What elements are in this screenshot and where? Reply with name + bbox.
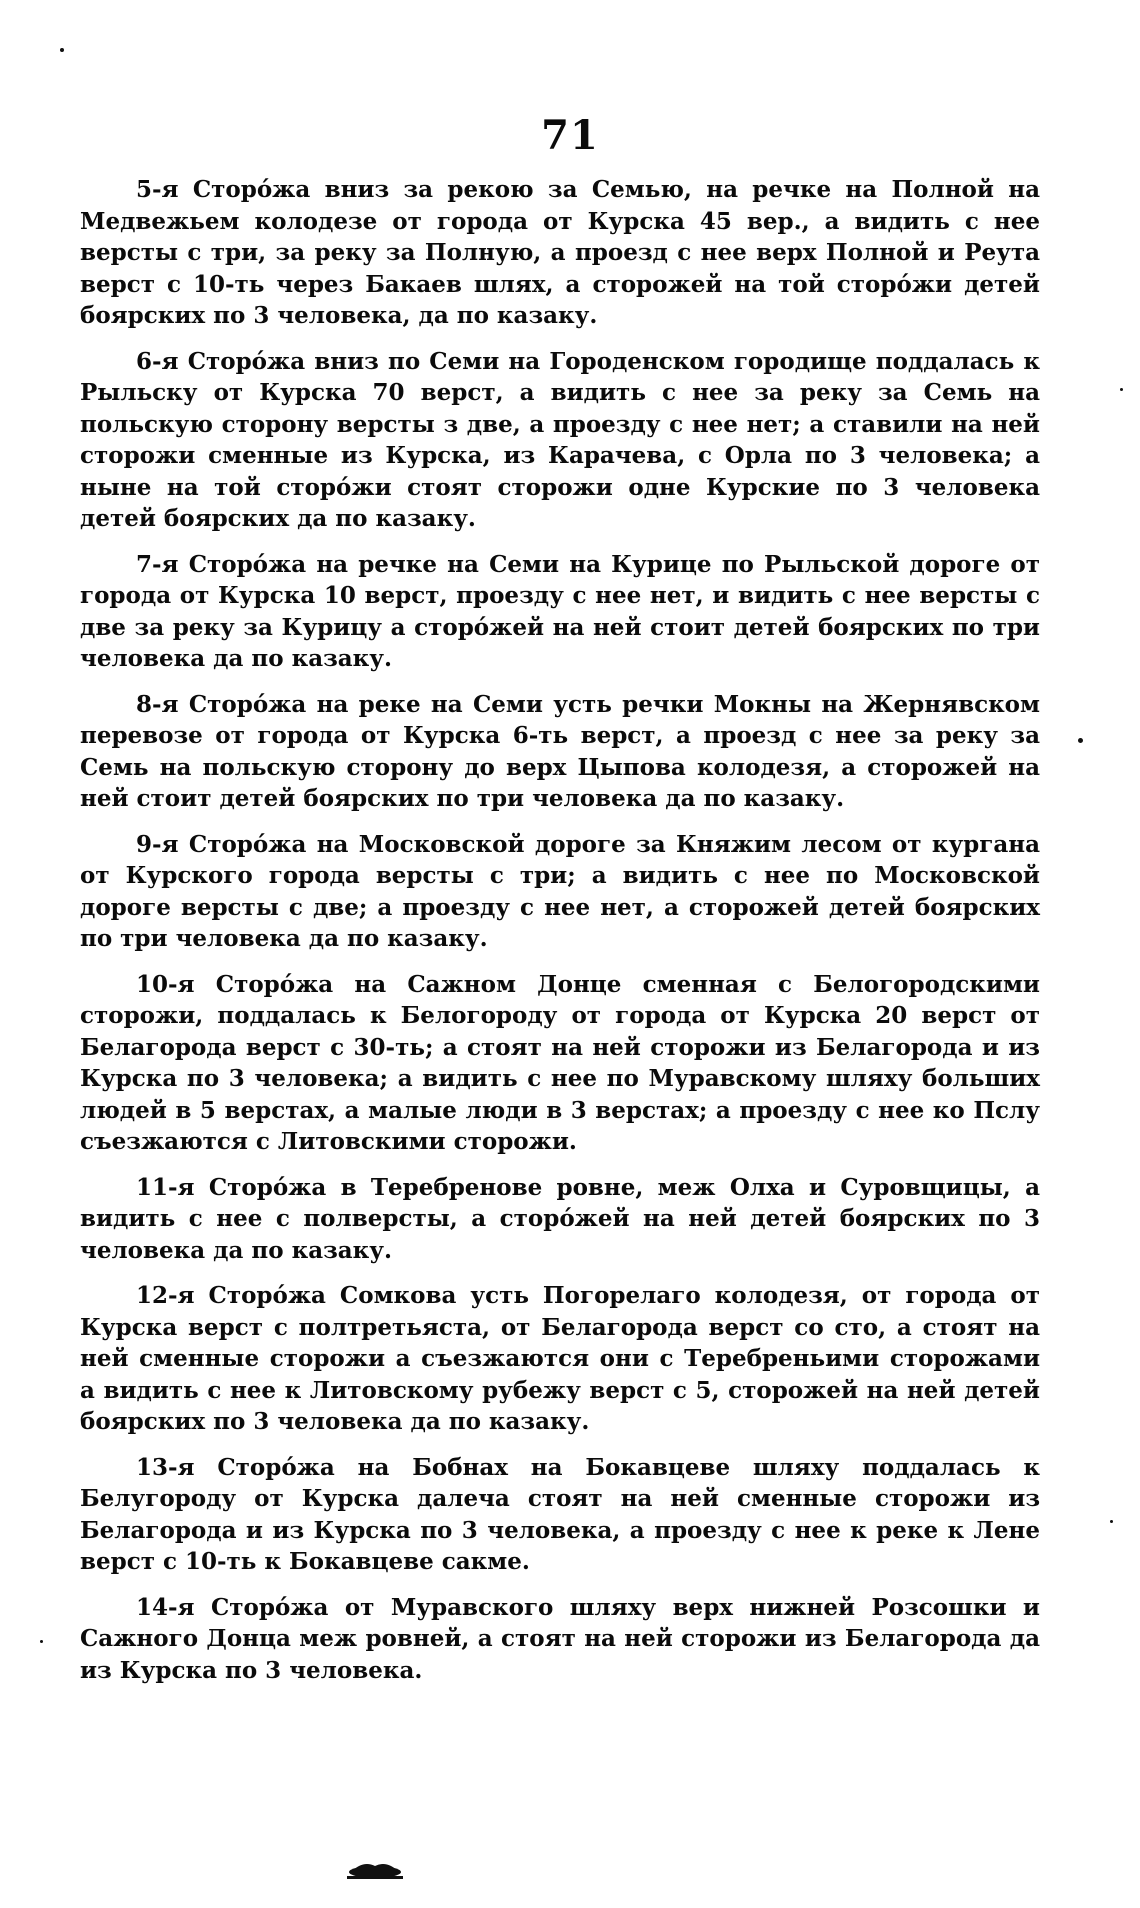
paragraph-watch-7: 7-я Сторо́жа на речке на Семи на Курице по Рыльской дороге от города от Курска 10 верст, проезду с нее нет, и видить с нее версты с две за реку за Курицу а сторо́жей на ней стоит детей боярских по три человека да по казаку. <box>80 550 1040 672</box>
print-speck <box>40 1640 43 1643</box>
paragraph-watch-9: 9-я Сторо́жа на Московской дороге за Княжим лесом от кургана от Курского города версты с три; а видить с нее по Московской дороге версты с две; а проезду с нее нет, а сторожей детей боярских по три человека да по казаку. <box>80 830 1040 952</box>
paragraph-watch-6: 6-я Сторо́жа вниз по Семи на Городенском городище поддалась к Рыльску от Курска 70 верст, а видить с нее за реку за Семь на польскую сторону версты з две, а проезду с нее нет; а ставили на ней сторожи сменные из Курска, из Карачева, с Орла по 3 человека; а ныне на той сторо́жи стоят сторожи одне Курские по 3 человека детей боярских да по казаку. <box>80 347 1040 532</box>
print-speck <box>1120 388 1123 391</box>
print-speck <box>1110 1520 1113 1523</box>
page-number: 71 <box>541 112 599 159</box>
print-speck <box>1078 738 1083 743</box>
paragraph-watch-5: 5-я Сторо́жа вниз за рекою за Семью, на речке на Полной на Медвежьем колодезе от города от Курска 45 вер., а видить с нее версты с три, за реку за Полную, а проезд с нее верх Полной и Реута верст с 10-ть через Бакаев шлях, а сторожей на той сторо́жи детей боярских по 3 человека, да по казаку. <box>80 176 1040 329</box>
body-text <box>80 174 1040 1700</box>
paragraph-watch-8: 8-я Сторо́жа на реке на Семи усть речки Мокны на Жернявском перевозе от города от Курска 6-ть верст, а проезд с нее за реку за Семь на польскую сторону до верх Цыпова колодезя, а сторожей на ней стоит детей боярских по три человека да по казаку. <box>80 690 1040 812</box>
paragraph-watch-14: 14-я Сторо́жа от Муравского шляху верх нижней Розсошки и Сажного Донца меж ровней, а стоят на ней сторожи из Белагорода да из Курска по 3 человека. <box>80 1593 1040 1684</box>
paragraph-watch-11: 11-я Сторо́жа в Теребреновe ровне, меж Олха и Суровщицы, а видить с нее с полверсты, а сторо́жей на ней детей боярских по 3 человека да по казаку. <box>80 1173 1040 1264</box>
print-speck <box>60 48 64 52</box>
paragraph-watch-13: 13-я Сторо́жа на Бобнах на Бокавцеве шляху поддалась к Белугороду от Курска далеча стоят на ней сменные сторожи из Белагорода и из Курска по 3 человека, а проезду с нее к реке к Лене верст с 10-ть к Бокавцеве сакме. <box>80 1453 1040 1575</box>
tailpiece-ornament <box>345 1856 405 1882</box>
paragraph-watch-10: 10-я Сторо́жа на Сажном Донце сменная с Белогородскими сторожи, поддалась к Белогороду от города от Курска 20 верст от Белагорода верст с 30-ть; а стоят на ней сторожи из Белагорода и из Курска по 3 человека; а видить с нее по Муравскому шляху больших людей в 5 верстах, а малые люди в 3 верстах; а проезду с нее ко Пслу съезжаются с Литовскими сторожи. <box>80 970 1040 1155</box>
paragraph-watch-12: 12-я Сторо́жа Сомкова усть Погорелаго колодезя, от города от Курска верст с полтретьяста, от Белагорода верст со сто, а стоят на ней сменные сторожи а съезжаются они с Теребреньими сторожами а видить с нее к Литовскому рубежу верст с 5, сторожей на ней детей боярских по 3 человека да по казаку. <box>80 1282 1040 1435</box>
